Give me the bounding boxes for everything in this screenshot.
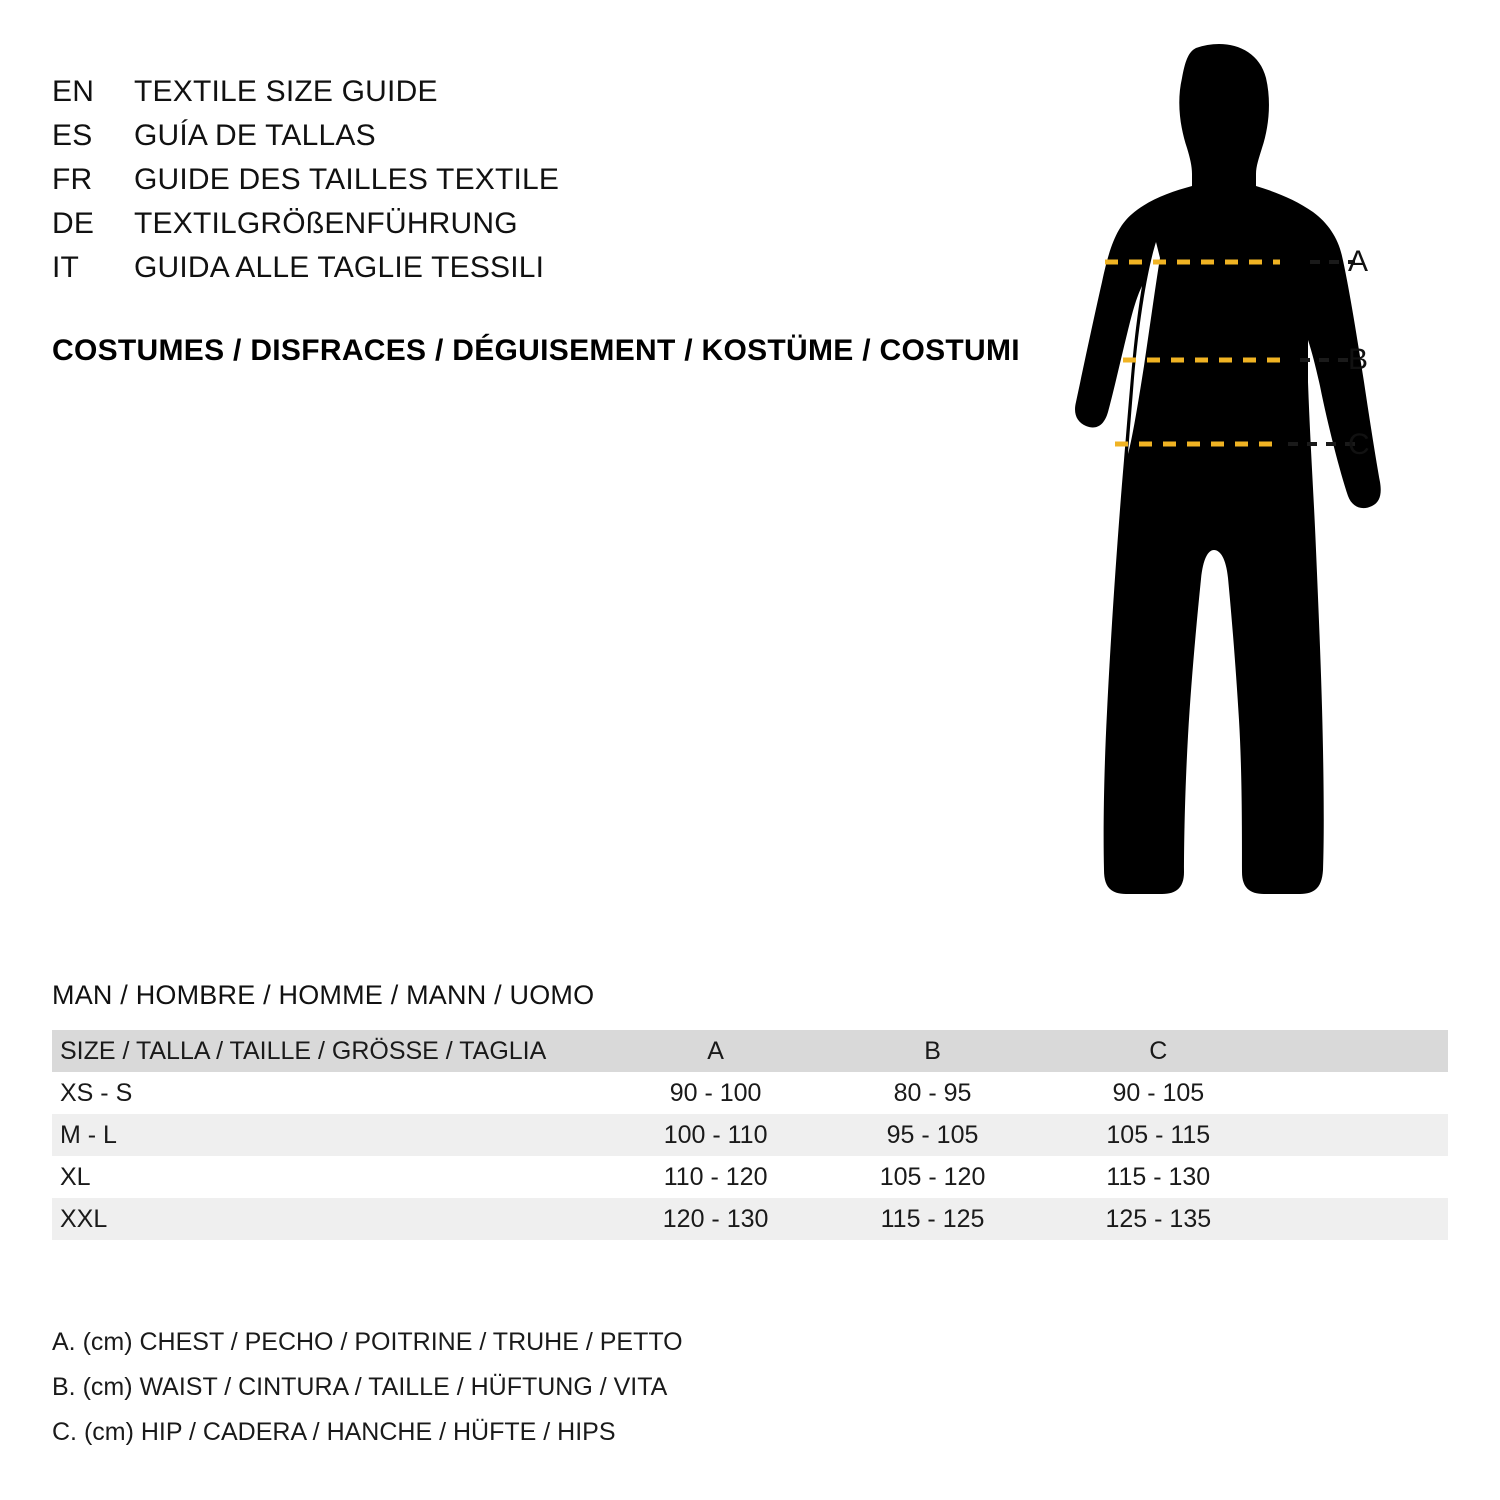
silhouette-svg (1010, 30, 1450, 930)
measure-label-c: C (1348, 428, 1370, 461)
cell-size: XL (60, 1162, 91, 1191)
language-code: EN (52, 75, 95, 108)
cell-spacer (1271, 1114, 1448, 1156)
table-section-title: MAN / HOMBRE / HOMME / MANN / UOMO (52, 980, 595, 1010)
language-code: IT (52, 251, 80, 284)
cell-c: 115 - 130 (1106, 1162, 1211, 1191)
legend-item-a: A. (cm) CHEST / PECHO / POITRINE / TRUHE / PETTO (52, 1328, 683, 1356)
cell-b: 115 - 125 (880, 1204, 985, 1233)
cell-a: 110 - 120 (663, 1162, 768, 1191)
language-row (52, 246, 872, 290)
language-row (52, 202, 872, 246)
cell-b: 95 - 105 (886, 1120, 979, 1149)
language-list (52, 70, 872, 290)
language-text: TEXTILE SIZE GUIDE (134, 75, 438, 108)
table-header-c: C (1149, 1036, 1168, 1065)
cell-size: XS - S (60, 1078, 133, 1107)
language-row (52, 70, 872, 114)
cell-b: 105 - 120 (879, 1162, 986, 1191)
cell-spacer (1271, 1072, 1448, 1114)
table-row (52, 1072, 1448, 1114)
language-code: FR (52, 163, 93, 196)
cell-c: 125 - 135 (1105, 1204, 1212, 1233)
language-code: ES (52, 119, 93, 152)
table-row (52, 1198, 1448, 1240)
cell-spacer (1271, 1156, 1448, 1198)
language-text: GUIDA ALLE TAGLIE TESSILI (134, 251, 545, 284)
legend-item-b: B. (cm) WAIST / CINTURA / TAILLE / HÜFTUNG / VITA (52, 1373, 668, 1401)
silhouette-shape (1075, 44, 1381, 894)
cell-a: 120 - 130 (662, 1204, 769, 1233)
table-header-spacer (1271, 1030, 1448, 1072)
language-code: DE (52, 207, 95, 240)
table-row (52, 1156, 1448, 1198)
table-header-b: B (924, 1036, 941, 1065)
cell-size: M - L (60, 1120, 117, 1149)
cell-spacer (1271, 1198, 1448, 1240)
language-row (52, 114, 872, 158)
measurement-legend (52, 1320, 683, 1455)
language-text: TEXTILGRÖßENFÜHRUNG (134, 207, 518, 240)
cell-b: 80 - 95 (893, 1078, 972, 1107)
size-table (52, 1030, 1448, 1240)
table-header-size: SIZE / TALLA / TAILLE / GRÖSSE / TAGLIA (60, 1036, 547, 1065)
table-row (52, 1114, 1448, 1156)
cell-a: 90 - 100 (669, 1078, 762, 1107)
measure-label-b: B (1348, 343, 1369, 376)
cell-a: 100 - 110 (663, 1120, 768, 1149)
cell-size: XXL (60, 1204, 108, 1233)
measure-label-a: A (1348, 245, 1369, 278)
cell-c: 90 - 105 (1112, 1078, 1205, 1107)
table-header-a: A (707, 1036, 724, 1065)
costumes-subtitle: COSTUMES / DISFRACES / DÉGUISEMENT / KOSTÜME / COSTUMI (52, 334, 1020, 367)
language-text: GUIDE DES TAILLES TEXTILE (134, 163, 560, 196)
table-header-row (52, 1030, 1448, 1072)
cell-c: 105 - 115 (1106, 1120, 1211, 1149)
language-row (52, 158, 872, 202)
language-text: GUÍA DE TALLAS (134, 119, 376, 152)
body-silhouette-figure (1010, 30, 1450, 930)
legend-item-c: C. (cm) HIP / CADERA / HANCHE / HÜFTE / HIPS (52, 1418, 616, 1446)
